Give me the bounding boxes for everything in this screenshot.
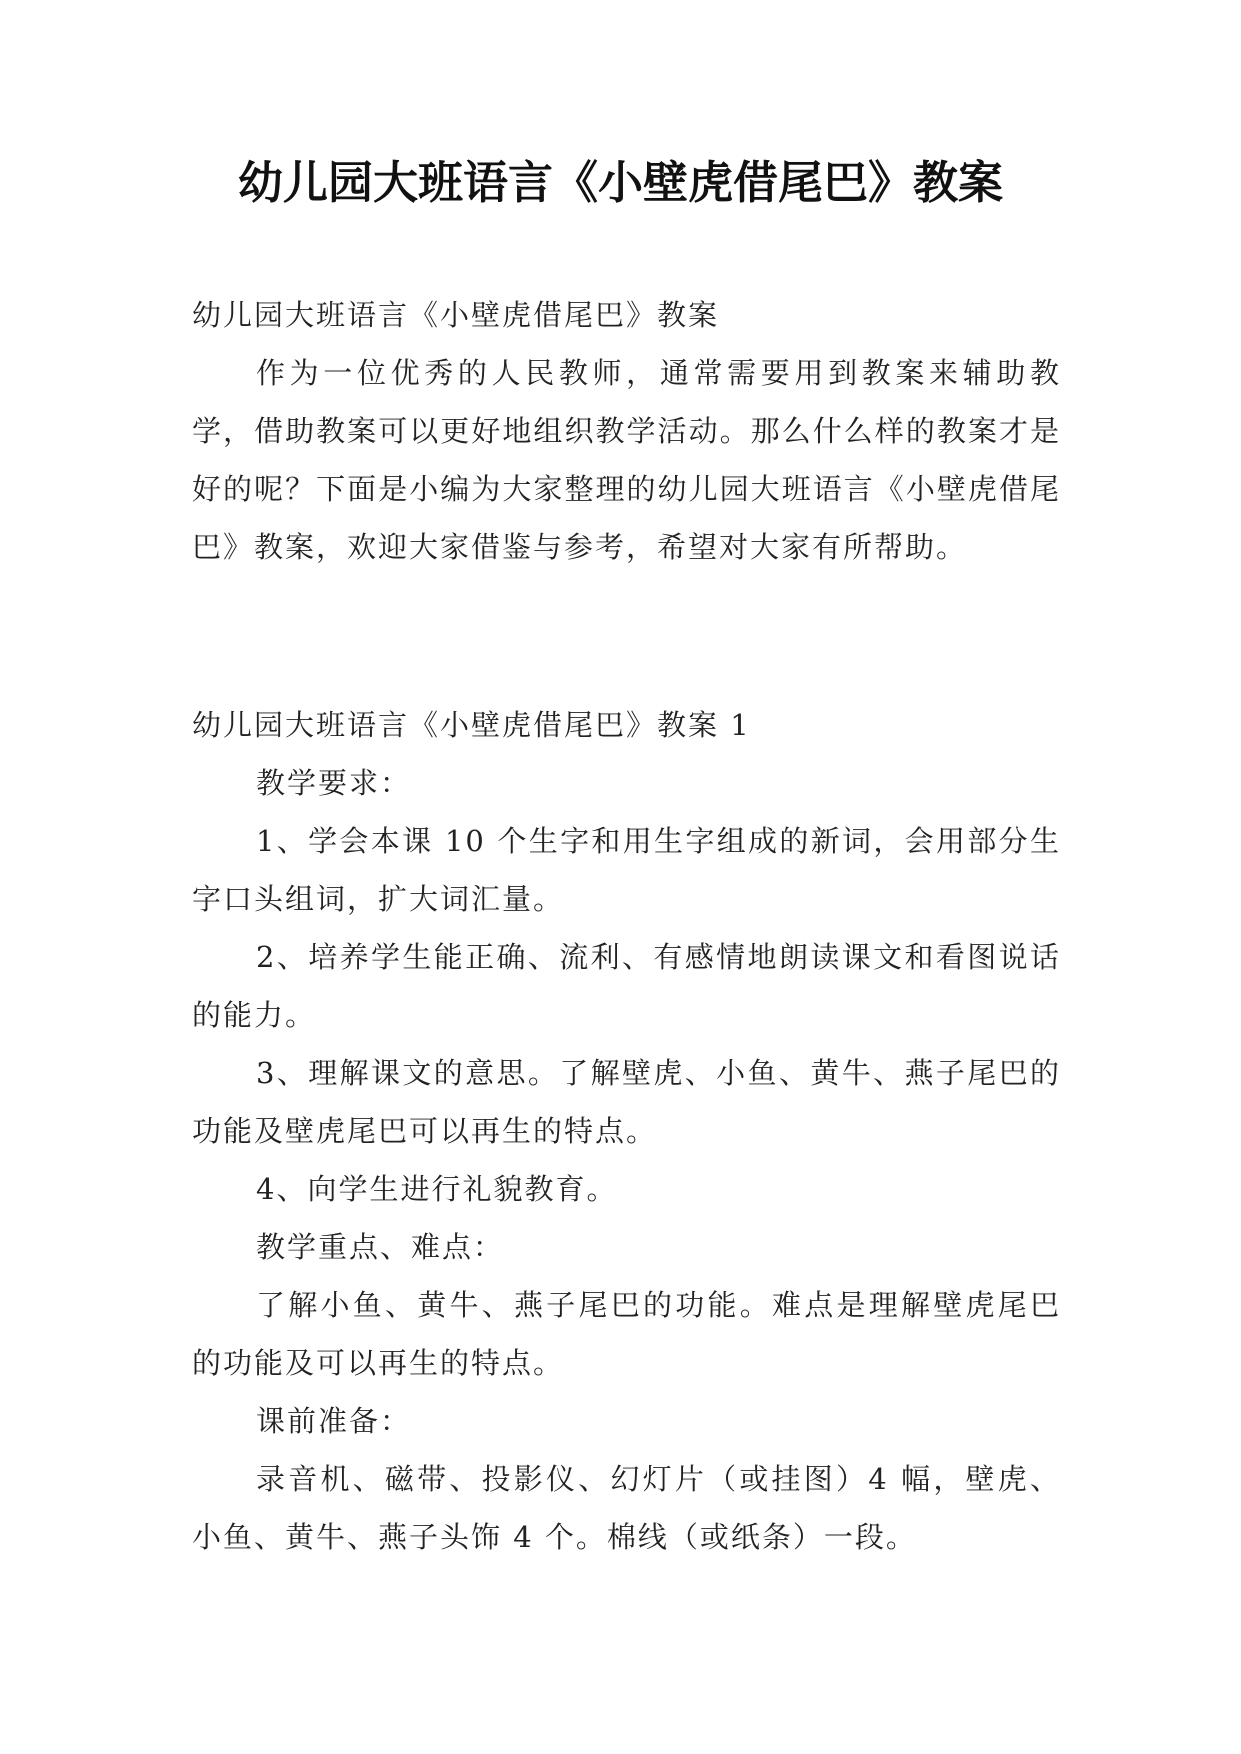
teaching-requirements-label: 教学要求： bbox=[256, 766, 412, 800]
document-title: 幼儿园大班语言《小壁虎借尾巴》教案 bbox=[237, 156, 1003, 209]
requirement-item-4: 4、向学生进行礼貌教育。 bbox=[256, 1172, 618, 1206]
requirement-item-3: 3、理解课文的意思。了解壁虎、小鱼、黄牛、燕子尾巴的功能及壁虎尾巴可以再生的特点。 bbox=[192, 1056, 1061, 1148]
intro-paragraph: 作为一位优秀的人民教师，通常需要用到教案来辅助教学，借助教案可以更好地组织教学活动。那么什么样的教案才是好的呢？下面是小编为大家整理的幼儿园大班语言《小壁虎借尾巴》教案，欢迎大家借鉴与参考，希望对大家有所帮助。 bbox=[192, 356, 1061, 564]
preparation-text: 录音机、磁带、投影仪、幻灯片（或挂图）4 幅，壁虎、小鱼、黄牛、燕子头饰 4 个。棉线（或纸条）一段。 bbox=[192, 1462, 1061, 1554]
key-points-label: 教学重点、难点： bbox=[256, 1230, 505, 1264]
requirement-item-1: 1、学会本课 10 个生字和用生字组成的新词，会用部分生字口头组词，扩大词汇量。 bbox=[192, 824, 1061, 916]
requirement-item-2: 2、培养学生能正确、流利、有感情地朗读课文和看图说话的能力。 bbox=[192, 940, 1061, 1032]
key-points-text: 了解小鱼、黄牛、燕子尾巴的功能。难点是理解壁虎尾巴的功能及可以再生的特点。 bbox=[192, 1288, 1061, 1380]
intro-heading: 幼儿园大班语言《小壁虎借尾巴》教案 bbox=[192, 298, 720, 332]
intro-section bbox=[192, 286, 1061, 576]
preparation-label: 课前准备： bbox=[256, 1404, 412, 1438]
lesson-plan-section-1 bbox=[192, 696, 1061, 1566]
section-1-heading: 幼儿园大班语言《小壁虎借尾巴》教案 1 bbox=[192, 708, 751, 742]
